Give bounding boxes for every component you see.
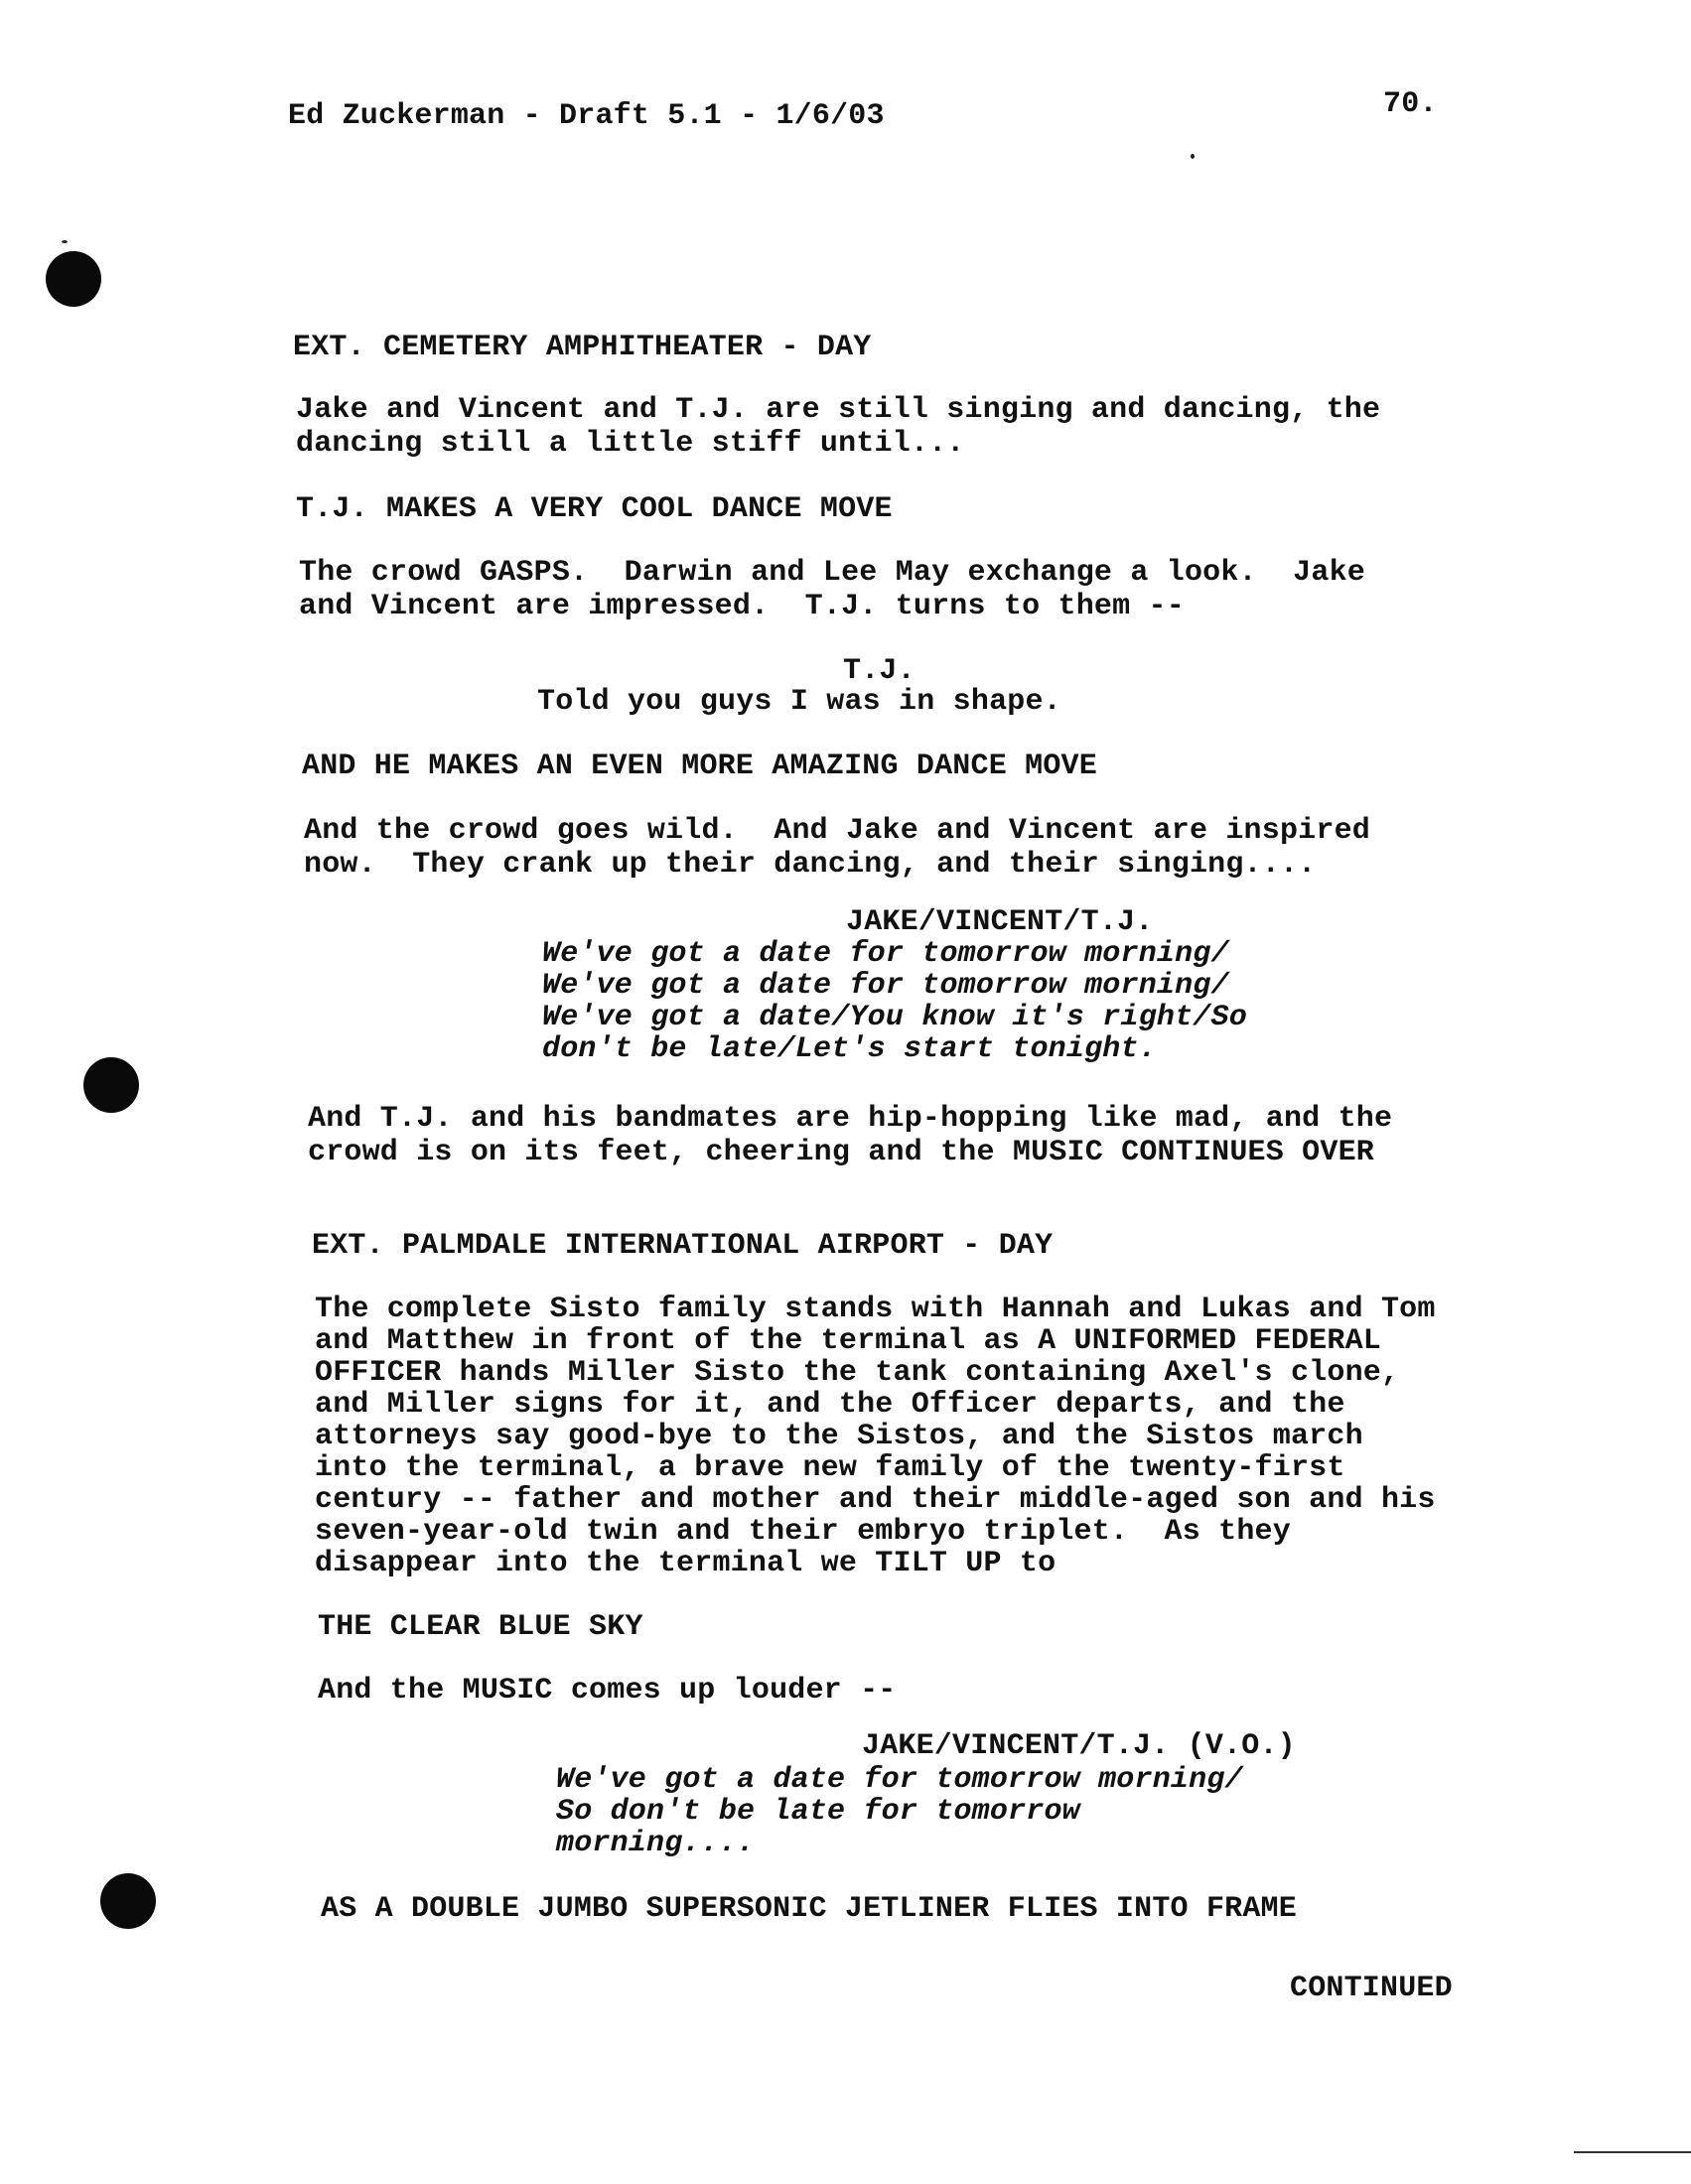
lyric-line: We've got a date for tomorrow morning/	[542, 937, 1229, 971]
lyric-line: We've got a date for tomorrow morning/	[542, 969, 1229, 1003]
action-line: And T.J. and his bandmates are hip-hopping like mad, and the	[308, 1102, 1393, 1136]
lyric-line: We've got a date for tomorrow morning/	[556, 1763, 1243, 1797]
shot-line: THE CLEAR BLUE SKY	[318, 1610, 643, 1644]
shot-line: T.J. MAKES A VERY COOL DANCE MOVE	[296, 492, 893, 526]
binder-hole-top	[46, 251, 101, 307]
lyric-line: morning....	[556, 1827, 756, 1860]
action-line: and Miller signs for it, and the Officer departs, and the	[315, 1388, 1345, 1422]
scene-heading: EXT. CEMETERY AMPHITHEATER - DAY	[293, 331, 872, 364]
action-line: Jake and Vincent and T.J. are still singing and dancing, the	[296, 393, 1381, 427]
action-line: crowd is on its feet, cheering and the MUSIC CONTINUES OVER	[308, 1136, 1374, 1169]
lyric-line: We've got a date/You know it's right/So	[542, 1001, 1247, 1034]
action-line: The crowd GASPS. Darwin and Lee May exchange a look. Jake	[299, 556, 1365, 590]
draft-line: Ed Zuckerman - Draft 5.1 - 1/6/03	[288, 99, 885, 133]
action-line: attorneys say good-bye to the Sistos, and the Sistos march	[315, 1420, 1363, 1453]
shot-line: AND HE MAKES AN EVEN MORE AMAZING DANCE MOVE	[302, 750, 1097, 783]
character-name: JAKE/VINCENT/T.J. (V.O.)	[862, 1729, 1296, 1763]
action-line: and Matthew in front of the terminal as A UNIFORMED FEDERAL	[315, 1324, 1381, 1358]
binder-hole-middle	[83, 1057, 139, 1113]
continued-label: CONTINUED	[1290, 1972, 1453, 2005]
action-line: into the terminal, a brave new family of the twenty-first	[315, 1451, 1345, 1485]
scene-heading: EXT. PALMDALE INTERNATIONAL AIRPORT - DAY	[312, 1229, 1054, 1263]
character-name: JAKE/VINCENT/T.J.	[846, 905, 1154, 939]
action-line: And the crowd goes wild. And Jake and Vincent are inspired	[304, 814, 1370, 848]
scan-speck	[62, 240, 68, 243]
dialogue-line: Told you guys I was in shape.	[537, 685, 1061, 719]
action-line: and Vincent are impressed. T.J. turns to them --	[299, 590, 1185, 623]
action-line: The complete Sisto family stands with Hannah and Lukas and Tom	[315, 1293, 1436, 1326]
lyric-line: So don't be late for tomorrow	[556, 1795, 1080, 1829]
action-line: century -- father and mother and their middle-aged son and his	[315, 1483, 1436, 1517]
action-line: seven-year-old twin and their embryo triplet. As they	[315, 1515, 1291, 1549]
binder-hole-bottom	[100, 1873, 156, 1929]
shot-line: AS A DOUBLE JUMBO SUPERSONIC JETLINER FLIES INTO FRAME	[321, 1892, 1297, 1926]
action-line: disappear into the terminal we TILT UP to	[315, 1547, 1057, 1580]
action-line: dancing still a little stiff until...	[296, 427, 965, 461]
character-name: T.J.	[843, 654, 916, 688]
lyric-line: don't be late/Let's start tonight.	[542, 1032, 1157, 1066]
page-edge-rule	[1574, 2151, 1691, 2153]
action-line: OFFICER hands Miller Sisto the tank containing Axel's clone,	[315, 1356, 1400, 1390]
scan-speck	[1191, 154, 1195, 159]
page-number: 70.	[1383, 87, 1438, 121]
action-line: And the MUSIC comes up louder --	[318, 1674, 897, 1707]
action-line: now. They crank up their dancing, and their singing....	[304, 848, 1317, 882]
